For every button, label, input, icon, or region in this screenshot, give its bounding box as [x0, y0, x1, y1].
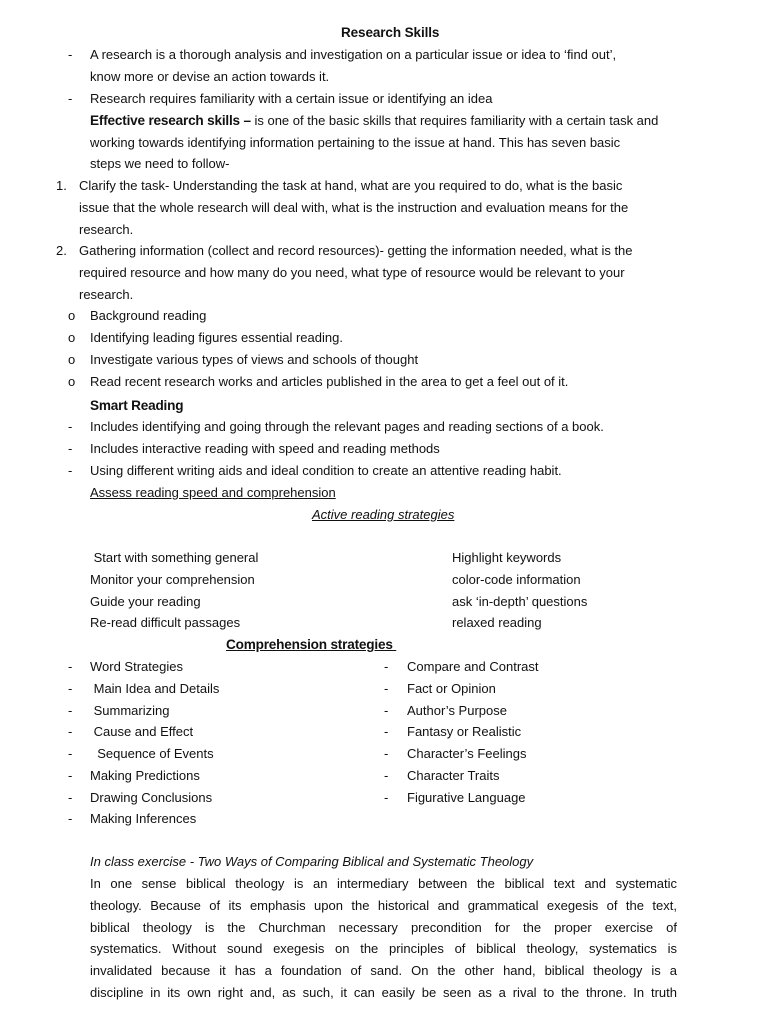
assess-reading-link[interactable]: Assess reading speed and comprehension — [90, 485, 336, 500]
bullet-dash: - — [68, 47, 73, 62]
effective-research-line-3: steps we need to follow- — [90, 156, 230, 171]
active-reading-right-item: Highlight keywords — [452, 550, 562, 565]
active-reading-left-item: Start with something general — [90, 550, 259, 565]
active-reading-left-item: Re-read difficult passages — [90, 615, 241, 630]
comprehension-right-item: Character Traits — [407, 768, 500, 783]
bullet-dash: - — [68, 441, 73, 456]
active-reading-heading: Active reading strategies — [312, 507, 455, 522]
active-reading-left-item: Guide your reading — [90, 594, 201, 609]
gathering-item: Read recent research works and articles published in the area to get a feel out of it. — [90, 374, 569, 389]
comprehension-left-item: Main Idea and Details — [90, 681, 220, 696]
active-reading-right-item: ask ‘in-depth’ questions — [452, 594, 588, 609]
comprehension-left-item: Making Predictions — [90, 768, 200, 783]
sub-bullet-marker: o — [68, 374, 76, 389]
bullet-dash: - — [68, 703, 73, 718]
comprehension-left-item: Word Strategies — [90, 659, 183, 674]
bullet-dash: - — [68, 463, 73, 478]
intro-bullet-1-line-2: know more or devise an action towards it. — [90, 69, 330, 84]
step-2-number: 2. — [56, 243, 67, 258]
gathering-item: Identifying leading figures essential reading. — [90, 330, 343, 345]
active-reading-left-item: Monitor your comprehension — [90, 572, 255, 587]
bullet-dash: - — [68, 811, 73, 826]
comprehension-left-item: Cause and Effect — [90, 724, 194, 739]
comprehension-left-item: Sequence of Events — [90, 746, 214, 761]
step-1-number: 1. — [56, 178, 67, 193]
intro-bullet-1-line-1: A research is a thorough analysis and investigation on a particular issue or idea to ‘find out’, — [90, 47, 617, 62]
gathering-item: Investigate various types of views and schools of thought — [90, 352, 419, 367]
bullet-dash: - — [384, 681, 389, 696]
bullet-dash: - — [68, 768, 73, 783]
exercise-paragraph-line: systematics. Without sound exegesis on the principles of biblical theology, systematics is — [90, 941, 677, 956]
exercise-heading: In class exercise - Two Ways of Comparing Biblical and Systematic Theology — [90, 854, 534, 869]
exercise-paragraph-line: discipline in its own right and, as such, it can easily be seen as a rival to the throne. In truth — [90, 985, 677, 1000]
step-2-line-2: required resource and how many do you need, what type of resource would be relevant to your — [79, 265, 625, 280]
smart-reading-item: Includes interactive reading with speed and reading methods — [90, 441, 440, 456]
document-title: Research Skills — [341, 25, 440, 40]
smart-reading-item: Includes identifying and going through the relevant pages and reading sections of a book. — [90, 419, 604, 434]
bullet-dash: - — [384, 746, 389, 761]
comprehension-right-item: Character’s Feelings — [407, 746, 527, 761]
exercise-paragraph-line: biblical theology is the Churchman necessary precondition for the proper exercise of — [90, 920, 677, 935]
bullet-dash: - — [384, 659, 389, 674]
bullet-dash: - — [68, 91, 73, 106]
effective-research-paragraph-line-1 — [90, 110, 658, 132]
smart-reading-item: Using different writing aids and ideal condition to create an attentive reading habit. — [90, 463, 562, 478]
bullet-dash: - — [68, 746, 73, 761]
comprehension-left-item: Making Inferences — [90, 811, 197, 826]
sub-bullet-marker: o — [68, 330, 76, 345]
exercise-paragraph-line: invalidated because it has a foundation of sand. On the other hand, biblical theology is a — [90, 963, 677, 978]
bullet-dash: - — [68, 419, 73, 434]
sub-bullet-marker: o — [68, 308, 76, 323]
exercise-paragraph-line: theology. Because of its emphasis upon the historical and grammatical exegesis of the text, — [90, 898, 677, 913]
bullet-dash: - — [68, 681, 73, 696]
bullet-dash: - — [384, 790, 389, 805]
comprehension-left-item: Summarizing — [90, 703, 170, 718]
smart-reading-heading: Smart Reading — [90, 398, 184, 413]
sub-bullet-marker: o — [68, 352, 76, 367]
bullet-dash: - — [384, 724, 389, 739]
bullet-dash: - — [384, 768, 389, 783]
comprehension-right-item: Fact or Opinion — [407, 681, 496, 696]
comprehension-right-item: Fantasy or Realistic — [407, 724, 522, 739]
intro-bullet-2-line-1: Research requires familiarity with a certain issue or identifying an idea — [90, 91, 493, 106]
comprehension-right-item: Author’s Purpose — [407, 703, 507, 718]
active-reading-right-item: color-code information — [452, 572, 581, 587]
step-1-line-1: Clarify the task- Understanding the task at hand, what are you required to do, what is the basic — [79, 178, 623, 193]
exercise-paragraph-line: In one sense biblical theology is an intermediary between the biblical text and systematic — [90, 876, 677, 891]
bullet-dash: - — [68, 790, 73, 805]
comprehension-left-item: Drawing Conclusions — [90, 790, 213, 805]
gathering-item: Background reading — [90, 308, 207, 323]
comprehension-heading: Comprehension strategies — [226, 637, 397, 652]
effective-research-text: is one of the basic skills that requires familiarity with a certain task and — [250, 113, 659, 128]
bullet-dash: - — [384, 703, 389, 718]
comprehension-right-item: Compare and Contrast — [407, 659, 539, 674]
comprehension-right-item: Figurative Language — [407, 790, 526, 805]
effective-research-line-2: working towards identifying information pertaining to the issue at hand. This has seven basic — [90, 135, 621, 150]
bullet-dash: - — [68, 659, 73, 674]
step-1-line-3: research. — [79, 222, 134, 237]
effective-research-label: Effective research skills – — [90, 113, 251, 128]
bullet-dash: - — [68, 724, 73, 739]
step-2-line-1: Gathering information (collect and record resources)- getting the information needed, what is the — [79, 243, 633, 258]
step-2-line-3: research. — [79, 287, 134, 302]
step-1-line-2: issue that the whole research will deal with, what is the instruction and evaluation means for the — [79, 200, 629, 215]
active-reading-right-item: relaxed reading — [452, 615, 542, 630]
